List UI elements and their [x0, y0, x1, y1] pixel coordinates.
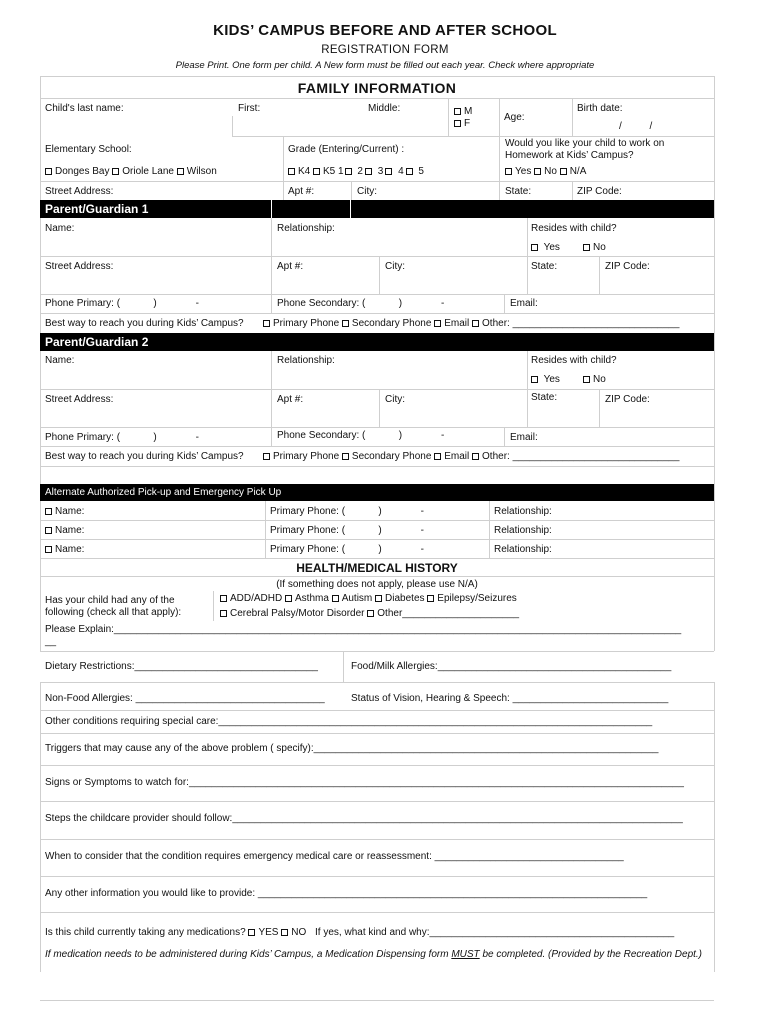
form-instructions: Please Print. One form per child. A New form must be filled out each year. Check where appropriate — [175, 60, 595, 71]
grade-option-1[interactable]: 1 — [338, 166, 355, 178]
checkbox-icon — [220, 610, 227, 617]
parent2-contact-email[interactable]: Email — [434, 451, 469, 463]
condition-diabetes[interactable]: Diabetes — [375, 593, 424, 605]
parent2-phone-secondary-label: Phone Secondary: ( ) - — [277, 430, 445, 441]
food-milk-allergies-line[interactable]: Food/Milk Allergies:__________________________________________ — [351, 661, 672, 672]
health-question: Has your child had any of the following (check all that apply): — [45, 595, 182, 618]
must-emphasis: MUST — [451, 949, 480, 960]
checkbox-icon — [434, 453, 441, 460]
additional-info-line[interactable]: Any other information you would like to provide: ______________________________________________________________________ — [45, 888, 648, 899]
parent2-state-label: State: — [531, 392, 558, 403]
parent1-phone-primary-label: Phone Primary: ( ) - — [45, 298, 199, 309]
pickup-name-1[interactable]: Name: — [45, 506, 84, 518]
childcare-steps-line[interactable]: Steps the childcare provider should follow:_________________________________________________________________________________ — [45, 813, 683, 824]
condition-autism[interactable]: Autism — [332, 593, 373, 605]
grade-label: Grade (Entering/Current) : — [288, 144, 405, 155]
form-subtitle: REGISTRATION FORM — [321, 44, 449, 56]
parent1-street-label: Street Address: — [45, 261, 114, 272]
checkbox-icon — [531, 244, 538, 251]
checkbox-icon — [281, 929, 288, 936]
checkbox-icon — [434, 320, 441, 327]
checkbox-icon — [313, 168, 320, 175]
condition-asthma[interactable]: Asthma — [285, 593, 329, 605]
grade-option-k5[interactable]: K5 — [313, 166, 335, 178]
medication-dispensing-note: If medication needs to be administered during Kids’ Campus, a Medication Dispensing form MUST be completed. (Provided by the Recreation Dept.) — [45, 949, 703, 960]
conditions-row-1 — [220, 593, 517, 605]
checkbox-icon — [263, 453, 270, 460]
checkbox-icon — [220, 595, 227, 602]
parent2-apt-label: Apt #: — [277, 394, 304, 405]
parent1-relationship-label: Relationship: — [277, 223, 335, 234]
pickup-name-2[interactable]: Name: — [45, 525, 84, 537]
medications-row — [45, 927, 674, 939]
checkbox-icon — [531, 376, 538, 383]
checkbox-icon — [45, 527, 52, 534]
parent1-apt-label: Apt #: — [277, 261, 304, 272]
parent2-city-label: City: — [385, 394, 405, 405]
triggers-line[interactable]: Triggers that may cause any of the above problem ( specify):______________________________________________________________ — [45, 743, 659, 754]
parent2-contact-primary[interactable]: Primary Phone — [263, 451, 339, 463]
homework-options — [505, 166, 586, 178]
child-last-name-label: Child's last name: — [45, 103, 124, 114]
school-option-wilson[interactable]: Wilson — [177, 166, 217, 178]
parent1-email-label: Email: — [510, 298, 538, 309]
checkbox-icon — [583, 376, 590, 383]
checkbox-icon — [505, 168, 512, 175]
parent1-resides-no[interactable]: No — [583, 242, 606, 254]
parent1-contact-primary[interactable]: Primary Phone — [263, 318, 339, 330]
checkbox-icon — [263, 320, 270, 327]
please-explain-line[interactable]: Please Explain:________________________________________________________________________________________________________ — [45, 624, 682, 647]
checkbox-icon — [332, 595, 339, 602]
homework-option-no[interactable]: No — [534, 166, 557, 178]
checkbox-icon — [45, 508, 52, 515]
checkbox-icon — [472, 320, 479, 327]
middle-name-label: Middle: — [368, 103, 401, 114]
parent2-zip-label: ZIP Code: — [605, 394, 650, 405]
parent2-contact-other[interactable]: Other: ______________________________ — [472, 451, 679, 463]
checkbox-icon — [177, 168, 184, 175]
parent2-street-label: Street Address: — [45, 394, 114, 405]
health-heading: HEALTH/MEDICAL HISTORY — [296, 561, 458, 575]
health-note: (If something does not apply, please use N/A) — [276, 579, 478, 590]
elementary-school-label: Elementary School: — [45, 144, 132, 155]
parent1-contact-email[interactable]: Email — [434, 318, 469, 330]
checkbox-icon — [454, 120, 461, 127]
medications-kind-line[interactable]: If yes, what kind and why:____________________________________________ — [315, 927, 675, 938]
pickup-phone-3: Primary Phone: ( ) - — [270, 544, 424, 555]
checkbox-icon — [342, 320, 349, 327]
checkbox-icon — [112, 168, 119, 175]
parent2-heading: Parent/Guardian 2 — [45, 335, 149, 349]
parent2-relationship-label: Relationship: — [277, 355, 335, 366]
parent1-name-label: Name: — [45, 223, 75, 234]
parent1-city-label: City: — [385, 261, 405, 272]
pickup-phone-1: Primary Phone: ( ) - — [270, 506, 424, 517]
homework-question: Would you like your child to work on Homework at Kids’ Campus? — [505, 138, 665, 161]
parent1-contact-other[interactable]: Other: ______________________________ — [472, 318, 679, 330]
parent1-resides-yes[interactable]: Yes — [531, 242, 560, 254]
condition-cerebral-palsy[interactable]: Cerebral Palsy/Motor Disorder — [220, 608, 365, 620]
first-name-label: First: — [238, 103, 261, 114]
pickup-heading: Alternate Authorized Pick-up and Emergency Pick Up — [45, 487, 282, 498]
medications-yes[interactable]: YES — [248, 927, 278, 939]
checkbox-icon — [45, 546, 52, 553]
parent2-name-label: Name: — [45, 355, 75, 366]
parent1-zip-label: ZIP Code: — [605, 261, 650, 272]
grade-option-3[interactable]: 3 — [378, 166, 396, 178]
non-food-allergies-line[interactable]: Non-Food Allergies: __________________________________ — [45, 693, 325, 704]
school-options — [45, 166, 217, 178]
parent1-best-way-label: Best way to reach you during Kids’ Campus? — [45, 318, 244, 329]
checkbox-icon — [248, 929, 255, 936]
parent2-resides-yes[interactable]: Yes — [531, 374, 560, 386]
family-info-heading: FAMILY INFORMATION — [297, 80, 457, 96]
parent2-contact-options — [263, 451, 679, 463]
checkbox-icon — [342, 453, 349, 460]
child-city-label: City: — [357, 186, 377, 197]
condition-other[interactable]: Other_____________________ — [367, 608, 519, 620]
child-zip-label: ZIP Code: — [577, 186, 622, 197]
checkbox-icon — [406, 168, 413, 175]
parent2-contact-secondary[interactable]: Secondary Phone — [342, 451, 432, 463]
checkbox-icon — [560, 168, 567, 175]
checkbox-icon — [288, 168, 295, 175]
gender-female-option[interactable]: F — [454, 118, 470, 130]
pickup-phone-2: Primary Phone: ( ) - — [270, 525, 424, 536]
child-street-label: Street Address: — [45, 186, 114, 197]
pickup-relationship-2: Relationship: — [494, 525, 552, 536]
signs-symptoms-line[interactable]: Signs or Symptoms to watch for:_________________________________________________________________________________________ — [45, 777, 684, 788]
parent1-heading: Parent/Guardian 1 — [45, 202, 149, 216]
gender-male-option[interactable]: M — [454, 106, 472, 118]
grade-option-2[interactable]: 2 — [357, 166, 375, 178]
medications-question: Is this child currently taking any medications? — [45, 927, 246, 938]
pickup-relationship-3: Relationship: — [494, 544, 552, 555]
form-title: KIDS’ CAMPUS BEFORE AND AFTER SCHOOL — [213, 22, 557, 39]
parent2-email-label: Email: — [510, 432, 538, 443]
school-option-oriole-lane[interactable]: Oriole Lane — [112, 166, 174, 178]
homework-option-na[interactable]: N/A — [560, 166, 587, 178]
medications-no[interactable]: NO — [281, 927, 306, 939]
grade-options — [288, 166, 424, 178]
parent1-phone-secondary-label: Phone Secondary: ( ) - — [277, 298, 445, 309]
checkbox-icon — [385, 168, 392, 175]
pickup-name-3[interactable]: Name: — [45, 544, 84, 556]
grade-option-4[interactable]: 4 — [398, 166, 416, 178]
conditions-row-2 — [220, 608, 519, 620]
child-apt-label: Apt #: — [288, 186, 315, 197]
emergency-care-line[interactable]: When to consider that the condition requires emergency medical care or reassessment: __________________________________ — [45, 851, 624, 862]
checkbox-icon — [365, 168, 372, 175]
birth-date-slashes: / / — [619, 121, 653, 132]
grade-option-k4[interactable]: K4 — [288, 166, 310, 178]
checkbox-icon — [534, 168, 541, 175]
checkbox-icon — [472, 453, 479, 460]
checkbox-icon — [375, 595, 382, 602]
checkbox-icon — [583, 244, 590, 251]
other-conditions-line[interactable]: Other conditions requiring special care:______________________________________________________________________________ — [45, 716, 653, 727]
checkbox-icon — [454, 108, 461, 115]
checkbox-icon — [285, 595, 292, 602]
checkbox-icon — [427, 595, 434, 602]
vision-hearing-speech-line[interactable]: Status of Vision, Hearing & Speech: ____________________________ — [351, 693, 669, 704]
birth-date-label: Birth date: — [577, 103, 623, 114]
parent1-contact-options — [263, 318, 679, 330]
pickup-relationship-1: Relationship: — [494, 506, 552, 517]
parent2-resides-no[interactable]: No — [583, 374, 606, 386]
parent2-resides-label: Resides with child? — [531, 355, 617, 366]
dietary-restrictions-line[interactable]: Dietary Restrictions:_________________________________ — [45, 661, 318, 672]
checkbox-icon — [367, 610, 374, 617]
checkbox-icon — [45, 168, 52, 175]
school-option-donges-bay[interactable]: Donges Bay — [45, 166, 109, 178]
grade-option-5[interactable]: 5 — [418, 166, 424, 177]
parent2-phone-primary-label: Phone Primary: ( ) - — [45, 432, 199, 443]
child-state-label: State: — [505, 186, 532, 197]
parent1-contact-secondary[interactable]: Secondary Phone — [342, 318, 432, 330]
condition-add-adhd[interactable]: ADD/ADHD — [220, 593, 282, 605]
parent1-resides-label: Resides with child? — [531, 223, 617, 234]
checkbox-icon — [345, 168, 352, 175]
condition-epilepsy[interactable]: Epilepsy/Seizures — [427, 593, 516, 605]
parent1-state-label: State: — [531, 261, 558, 272]
age-label: Age: — [504, 112, 525, 123]
parent2-best-way-label: Best way to reach you during Kids’ Campus? — [45, 451, 244, 462]
homework-option-yes[interactable]: Yes — [505, 166, 531, 178]
